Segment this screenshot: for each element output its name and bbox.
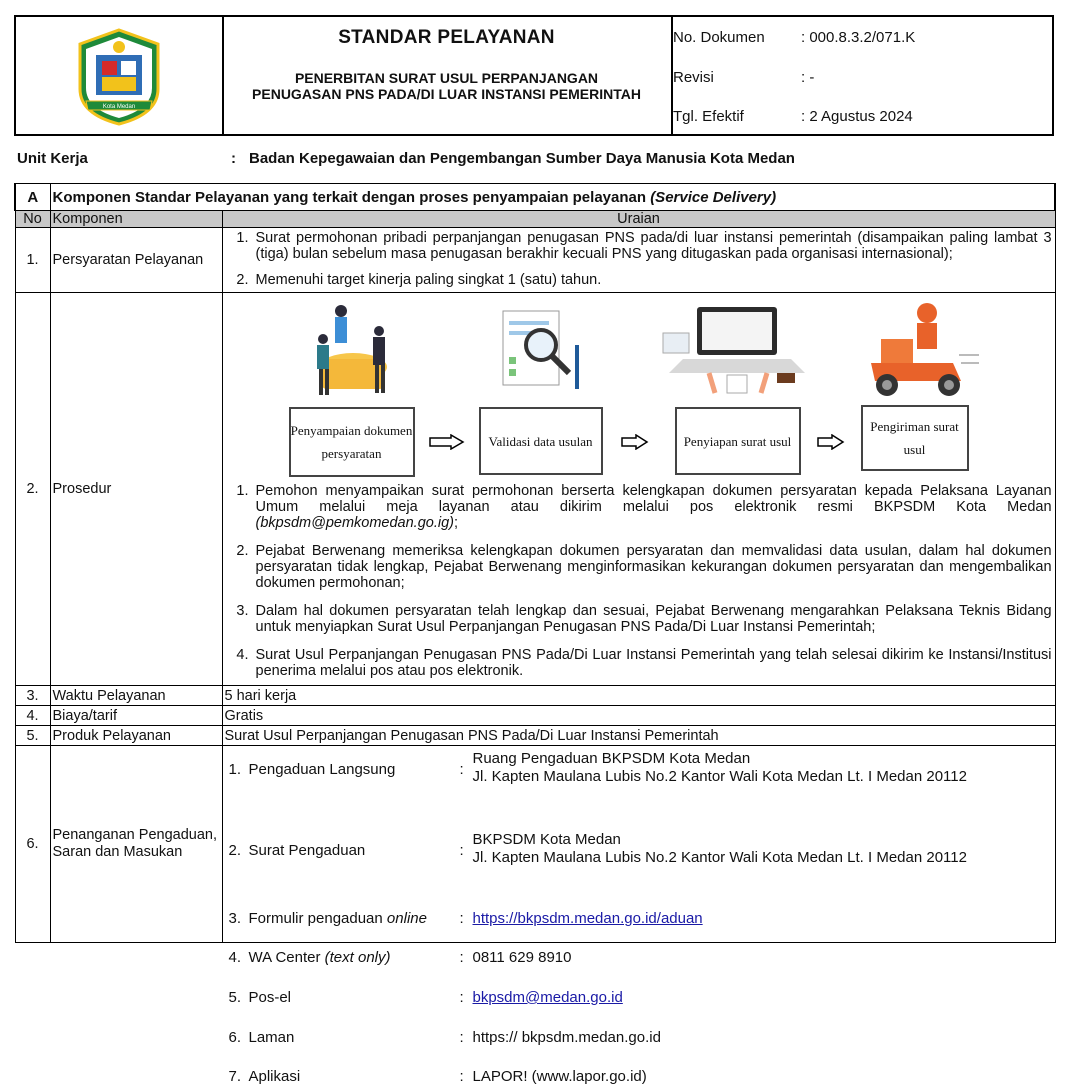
channel-item: 4. WA Center (text only) : 0811 629 8910 — [228, 949, 572, 966]
list-item: 1. Surat permohonan pribadi perpanjangan penugasan PNS pada/di luar instansi pemerintah (disampaikan paling lambat 3 (tiga) bulan sebelum masa penugasan berakhir kecuali PNS yang ditugaskan pada organisasi internasional); — [253, 230, 1052, 262]
requirements-list — [225, 230, 1052, 288]
channel-item: 7. Aplikasi : LAPOR! (www.lapor.go.id) — [228, 1068, 647, 1085]
list-item: 2. Pejabat Berwenang memeriksa kelengkapan dokumen persyaratan dan memvalidasi data usulan, dalam hal dokumen persyaratan tidak lengkap, Pejabat Berwenang menginformasikan kekurangan dokumen persyaratan dan mengembalikan dokumen permohonan; — [253, 543, 1052, 591]
unit-colon: : — [231, 150, 236, 167]
row-pengaduan — [15, 746, 1055, 943]
row-label: Biaya/tarif — [50, 706, 222, 726]
document-header — [14, 15, 1054, 136]
logo-cell — [16, 17, 224, 134]
unit-kerja — [17, 150, 1057, 167]
email-link[interactable]: bkpsdm@medan.go.id — [472, 989, 623, 1006]
meta-value: : 2 Agustus 2024 — [801, 108, 913, 125]
row-value: Surat Usul Perpanjangan Penugasan PNS Pada/Di Luar Instansi Pemerintah — [222, 726, 1055, 746]
arrow-right-icon — [621, 434, 649, 450]
city-emblem-logo — [16, 17, 222, 134]
meta-label: Tgl. Efektif — [673, 108, 744, 125]
service-desk-illustration — [303, 297, 403, 405]
row-produk — [15, 726, 1055, 746]
row-persyaratan — [15, 228, 1055, 293]
complaint-form-link[interactable]: https://bkpsdm.medan.go.id/aduan — [472, 910, 703, 927]
row-content — [222, 746, 1055, 1085]
row-number: 4. — [15, 706, 50, 726]
col-komponen: Komponen — [50, 211, 222, 228]
row-label: Produk Pelayanan — [50, 726, 222, 746]
meta-value: : - — [801, 69, 815, 86]
row-label: Persyaratan Pelayanan — [50, 228, 222, 293]
row-content — [222, 293, 1055, 686]
row-prosedur — [15, 293, 1055, 686]
delivery-scooter-illustration — [861, 297, 981, 401]
row-number: 5. — [15, 726, 50, 746]
channel-item: 2. Surat Pengaduan : BKPSDM Kota Medan Jl. Kapten Maulana Lubis No.2 Kantor Wali Kota Medan Lt. I Medan 20112 — [228, 831, 967, 866]
row-content — [222, 228, 1055, 293]
header-title-cell — [222, 17, 673, 134]
row-number: 1. — [15, 228, 50, 293]
channel-item: 6. Laman : https:// bkpsdm.medan.go.id — [228, 1029, 661, 1046]
document-subtitle: PENERBITAN SURAT USUL PERPANJANGAN PENUGASAN PNS PADA/DI LUAR INSTANSI PEMERINTAH — [252, 70, 641, 102]
row-label: Penanganan Pengaduan, Saran dan Masukan — [50, 746, 222, 943]
list-item: 2. Memenuhi target kinerja paling singkat 1 (satu) tahun. — [253, 272, 1052, 288]
meta-label: Revisi — [673, 69, 714, 86]
row-waktu — [15, 686, 1055, 706]
channel-item: 5. Pos-el : bkpsdm@medan.go.id — [228, 989, 623, 1006]
list-item: 1. Pemohon menyampaikan surat permohonan berserta kelengkapan dokumen persyaratan kepada Pelaksana Layanan Umum melalui meja layanan atau dikirim melalui pos elektronik resmi BKPSDM Kota Medan (bkpsdm@pemkomedan.go.ig); — [253, 483, 1052, 531]
row-value: 5 hari kerja — [222, 686, 1055, 706]
list-item: 3. Dalam hal dokumen persyaratan telah lengkap dan sesuai, Pejabat Berwenang mengarahkan Pelaksana Teknis Bidang untuk menyiapkan Surat Usul Perpanjangan Penugasan PNS Pada/Di Luar Instansi Pemerintah; — [253, 603, 1052, 635]
column-header-row — [15, 211, 1055, 228]
list-item: 4. Surat Usul Perpanjangan Penugasan PNS Pada/Di Luar Instansi Pemerintah yang telah selesai dikirim ke Instansi/Institusi penerima melalui pos atau pos elektronik. — [253, 647, 1052, 679]
magnifier-document-illustration — [495, 305, 585, 395]
flow-step-penyampaian: Penyampaian dokumen persyaratan — [289, 407, 415, 477]
row-label: Prosedur — [50, 293, 222, 686]
section-header-row — [15, 184, 1055, 211]
meta-value: : 000.8.3.2/071.K — [801, 29, 916, 46]
channel-item: 1. Pengaduan Langsung : Ruang Pengaduan BKPSDM Kota Medan Jl. Kapten Maulana Lubis No.2 Kantor Wali Kota Medan Lt. I Medan 20112 — [228, 750, 967, 785]
document-title: STANDAR PELAYANAN — [338, 27, 555, 48]
procedure-steps-list — [225, 483, 1052, 679]
section-title: Komponen Standar Pelayanan yang terkait dengan proses penyampaian pelayanan (Service Delivery) — [50, 184, 1055, 211]
unit-label: Unit Kerja — [17, 150, 88, 167]
row-label: Waktu Pelayanan — [50, 686, 222, 706]
svg-text:Kota Medan: Kota Medan — [102, 104, 136, 110]
section-letter: A — [15, 184, 50, 211]
col-uraian: Uraian — [222, 211, 1055, 228]
meta-label: No. Dokumen — [673, 29, 765, 46]
procedure-flowchart — [225, 293, 1052, 483]
service-standard-table — [14, 183, 1056, 1085]
flow-step-validasi: Validasi data usulan — [479, 407, 603, 475]
complaint-channels — [223, 746, 1055, 1085]
unit-value: Badan Kepegawaian dan Pengembangan Sumber Daya Manusia Kota Medan — [249, 150, 795, 167]
arrow-right-icon — [429, 434, 465, 450]
row-value: Gratis — [222, 706, 1055, 726]
col-no: No — [15, 211, 50, 228]
arrow-right-icon — [817, 434, 845, 450]
document-meta — [671, 17, 1054, 134]
flow-step-pengiriman: Pengiriman surat usul — [861, 405, 969, 471]
row-biaya — [15, 706, 1055, 726]
laptop-desk-illustration — [657, 303, 817, 395]
row-number: 6. — [15, 746, 50, 943]
row-number: 2. — [15, 293, 50, 686]
flow-step-penyiapan: Penyiapan surat usul — [675, 407, 801, 475]
channel-item: 3. Formulir pengaduan online : https://bkpsdm.medan.go.id/aduan — [228, 910, 703, 927]
row-number: 3. — [15, 686, 50, 706]
